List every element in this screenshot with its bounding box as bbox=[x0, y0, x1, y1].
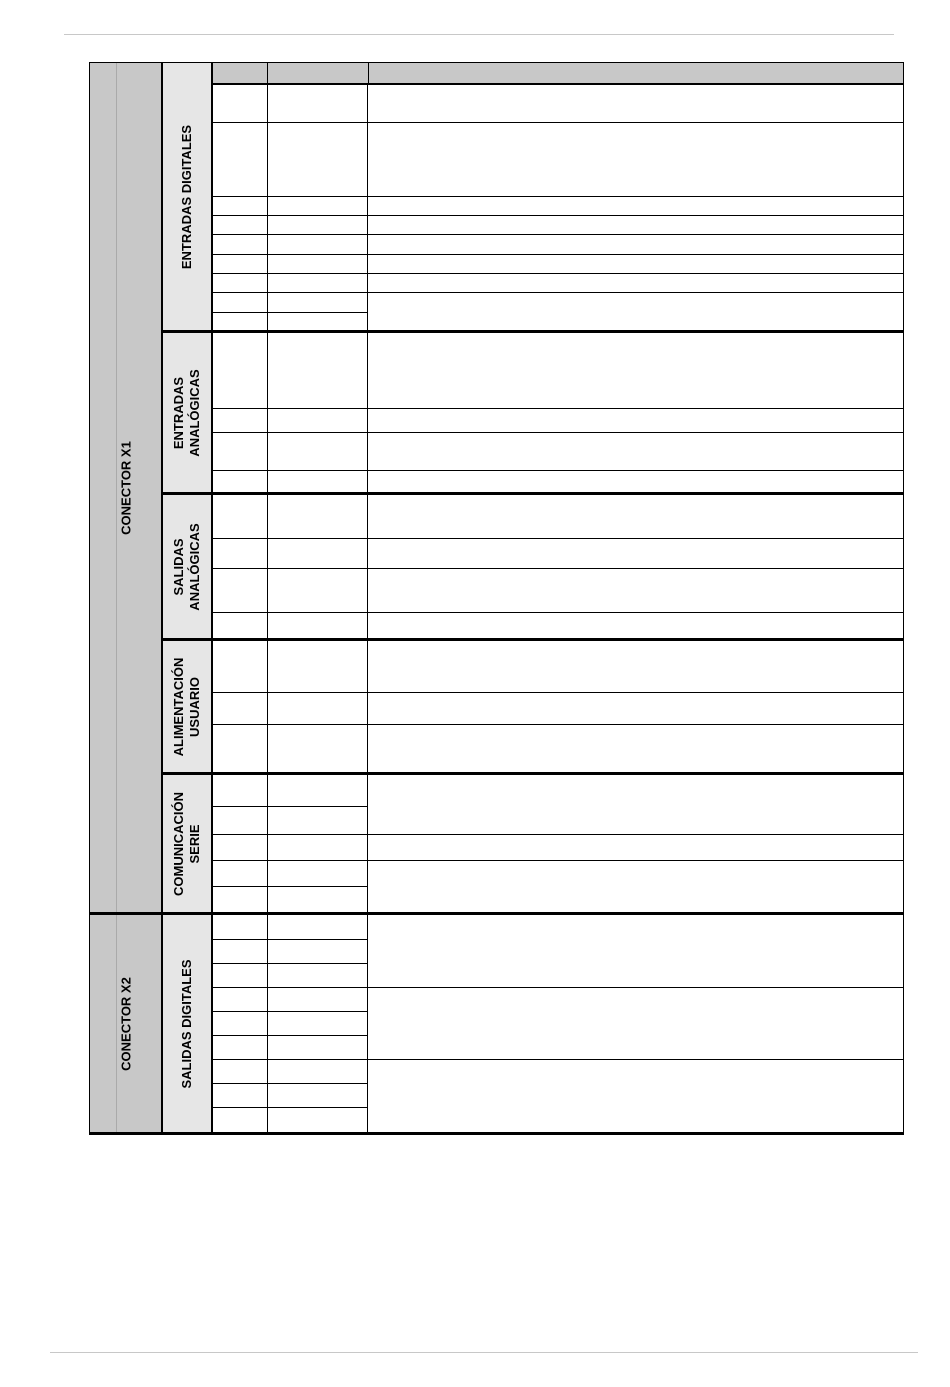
description-cell bbox=[367, 408, 904, 433]
description-cell bbox=[367, 332, 904, 409]
header-cell-description bbox=[369, 63, 905, 83]
header-cell-signal bbox=[268, 63, 369, 83]
pin-cell bbox=[212, 774, 268, 807]
description-cell bbox=[367, 724, 904, 775]
connector-x2-cell bbox=[89, 913, 162, 1135]
description-cell bbox=[367, 432, 904, 471]
pin-cell bbox=[212, 612, 268, 641]
group-label-line1: SALIDAS bbox=[171, 538, 186, 596]
connector-x2-label: CONECTOR X2 bbox=[118, 977, 134, 1071]
pin-cell bbox=[212, 1035, 268, 1060]
pin-cell bbox=[212, 568, 268, 613]
signal-cell bbox=[267, 568, 368, 613]
pin-cell bbox=[212, 215, 268, 235]
pin-cell bbox=[212, 1059, 268, 1084]
signal-cell bbox=[267, 774, 368, 807]
header-cell-pin bbox=[213, 63, 268, 83]
group-entradas-digitales bbox=[162, 62, 212, 332]
pin-cell bbox=[212, 724, 268, 775]
pin-cell bbox=[212, 860, 268, 887]
pin-cell bbox=[212, 408, 268, 433]
group-label-line1: SALIDAS DIGITALES bbox=[179, 959, 194, 1089]
group-label-line2: ANALÓGICAS bbox=[187, 369, 202, 457]
pin-cell bbox=[212, 939, 268, 964]
signal-cell bbox=[267, 640, 368, 693]
signal-cell bbox=[267, 1035, 368, 1060]
signal-cell bbox=[267, 963, 368, 988]
pin-cell bbox=[212, 692, 268, 725]
pin-cell bbox=[212, 432, 268, 471]
signal-cell bbox=[267, 196, 368, 216]
pin-cell bbox=[212, 886, 268, 914]
connector-x1-label: CONECTOR X1 bbox=[118, 441, 134, 535]
pin-cell bbox=[212, 1083, 268, 1108]
signal-cell bbox=[267, 913, 368, 940]
group-separator bbox=[89, 912, 904, 915]
signal-cell bbox=[267, 886, 368, 914]
signal-cell bbox=[267, 332, 368, 409]
group-separator bbox=[162, 492, 904, 495]
signal-cell bbox=[267, 1083, 368, 1108]
pin-cell bbox=[212, 234, 268, 255]
group-separator bbox=[162, 638, 904, 641]
pin-cell bbox=[212, 84, 268, 123]
group-label-line2: ANALÓGICAS bbox=[187, 523, 202, 611]
signal-cell bbox=[267, 432, 368, 471]
group-separator bbox=[162, 772, 904, 775]
signal-cell bbox=[267, 724, 368, 775]
signal-cell bbox=[267, 1011, 368, 1036]
group-label-line2: SERIE bbox=[187, 824, 202, 864]
table-header bbox=[212, 62, 904, 84]
description-cell bbox=[367, 234, 904, 255]
pin-cell bbox=[212, 913, 268, 940]
description-cell bbox=[367, 1059, 904, 1135]
description-cell bbox=[367, 254, 904, 274]
group-label-line1: ALIMENTACIÓN bbox=[171, 657, 186, 757]
description-cell bbox=[367, 860, 904, 914]
signal-cell bbox=[267, 612, 368, 641]
signal-cell bbox=[267, 834, 368, 861]
group-label-line1: COMUNICACIÓN bbox=[171, 792, 186, 896]
group-comunicacion-serie bbox=[162, 774, 212, 914]
pin-cell bbox=[212, 963, 268, 988]
pin-cell bbox=[212, 196, 268, 216]
group-salidas-analogicas bbox=[162, 494, 212, 640]
description-cell bbox=[367, 84, 904, 123]
description-cell bbox=[367, 292, 904, 333]
signal-cell bbox=[267, 806, 368, 835]
signal-cell bbox=[267, 254, 368, 274]
signal-cell bbox=[267, 234, 368, 255]
signal-cell bbox=[267, 292, 368, 313]
signal-cell bbox=[267, 84, 368, 123]
group-salidas-digitales bbox=[162, 913, 212, 1135]
group-entradas-analogicas bbox=[162, 332, 212, 494]
pin-cell bbox=[212, 494, 268, 539]
signal-cell bbox=[267, 860, 368, 887]
pin-cell bbox=[212, 640, 268, 693]
signal-cell bbox=[267, 1059, 368, 1084]
description-cell bbox=[367, 122, 904, 197]
signal-cell bbox=[267, 939, 368, 964]
pin-cell bbox=[212, 273, 268, 293]
description-cell bbox=[367, 538, 904, 569]
signal-cell bbox=[267, 1107, 368, 1135]
description-cell bbox=[367, 834, 904, 861]
description-cell bbox=[367, 494, 904, 539]
pin-cell bbox=[212, 1011, 268, 1036]
connector-x1-cell bbox=[89, 62, 162, 914]
group-separator bbox=[162, 330, 904, 333]
group-label-line1: ENTRADAS DIGITALES bbox=[179, 124, 194, 270]
signal-cell bbox=[267, 987, 368, 1012]
description-cell bbox=[367, 987, 904, 1060]
pin-cell bbox=[212, 538, 268, 569]
pin-cell bbox=[212, 834, 268, 861]
description-cell bbox=[367, 774, 904, 835]
pin-cell bbox=[212, 1107, 268, 1135]
signal-cell bbox=[267, 273, 368, 293]
group-label-line2: USUARIO bbox=[187, 677, 202, 737]
description-cell bbox=[367, 612, 904, 641]
pin-cell bbox=[212, 332, 268, 409]
group-alimentacion-usuario bbox=[162, 640, 212, 774]
description-cell bbox=[367, 568, 904, 613]
signal-cell bbox=[267, 215, 368, 235]
pin-cell bbox=[212, 122, 268, 197]
signal-cell bbox=[267, 692, 368, 725]
description-cell bbox=[367, 215, 904, 235]
table-bottom-border bbox=[89, 1132, 904, 1135]
signal-cell bbox=[267, 538, 368, 569]
description-cell bbox=[367, 196, 904, 216]
pin-cell bbox=[212, 292, 268, 313]
top-rule bbox=[64, 34, 894, 35]
group-label-line1: ENTRADAS bbox=[171, 376, 186, 450]
pin-cell bbox=[212, 806, 268, 835]
pin-cell bbox=[212, 987, 268, 1012]
bottom-rule bbox=[50, 1352, 918, 1353]
signal-cell bbox=[267, 122, 368, 197]
description-cell bbox=[367, 913, 904, 988]
pin-cell bbox=[212, 254, 268, 274]
description-cell bbox=[367, 692, 904, 725]
description-cell bbox=[367, 640, 904, 693]
signal-cell bbox=[267, 408, 368, 433]
description-cell bbox=[367, 273, 904, 293]
signal-cell bbox=[267, 494, 368, 539]
